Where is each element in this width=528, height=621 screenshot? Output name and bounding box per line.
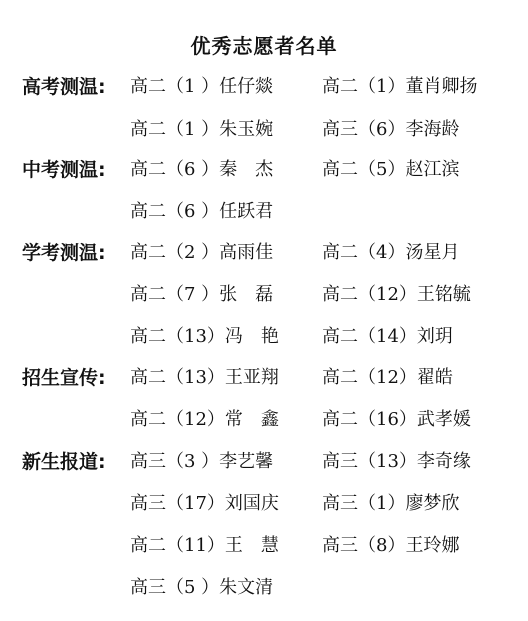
- volunteer-entry: 高二（14）刘玥: [322, 326, 453, 347]
- volunteer-entry: 高二（1）董肖卿扬: [322, 76, 478, 97]
- volunteer-entry: 高二（13）冯 艳: [130, 326, 279, 347]
- volunteer-entry: 高二（12）王铭毓: [322, 284, 471, 305]
- volunteer-entry: 高三（8）王玲娜: [322, 535, 460, 556]
- volunteer-entry: 高二（7 ）张 磊: [130, 284, 274, 305]
- volunteer-entry: 高三（1）廖梦欣: [322, 493, 460, 514]
- volunteer-entry: 高二（12）常 鑫: [130, 409, 279, 430]
- page-title: 优秀志愿者名单: [190, 34, 338, 58]
- volunteer-entry: 高三（6）李海龄: [322, 119, 460, 140]
- volunteer-entry: 高二（16）武孝媛: [322, 409, 471, 430]
- section-label-zhongkao: 中考测温:: [22, 159, 106, 181]
- volunteer-entry: 高二（13）王亚翔: [130, 367, 279, 388]
- volunteer-entry: 高二（11）王 慧: [130, 535, 279, 556]
- volunteer-entry: 高二（6 ）任跃君: [130, 201, 274, 222]
- volunteer-entry: 高二（6 ）秦 杰: [130, 159, 274, 180]
- section-label-zhaosheng: 招生宣传:: [22, 367, 106, 389]
- volunteer-entry: 高三（17）刘国庆: [130, 493, 279, 514]
- volunteer-entry: 高二（5）赵江滨: [322, 159, 460, 180]
- volunteer-entry: 高二（4）汤星月: [322, 242, 460, 263]
- volunteer-entry: 高三（5 ）朱文清: [130, 577, 274, 598]
- volunteer-entry: 高二（1 ）任仔燚: [130, 76, 274, 97]
- volunteer-entry: 高三（3 ）李艺馨: [130, 451, 274, 472]
- section-label-gaokao: 高考测温:: [22, 76, 106, 98]
- volunteer-entry: 高三（13）李奇缘: [322, 451, 471, 472]
- volunteer-entry: 高二（12）翟皓: [322, 367, 453, 388]
- volunteer-entry: 高二（2 ）高雨佳: [130, 242, 274, 263]
- section-label-xinsheng: 新生报道:: [22, 451, 106, 473]
- volunteer-entry: 高二（1 ）朱玉婉: [130, 119, 274, 140]
- section-label-xuekao: 学考测温:: [22, 242, 106, 264]
